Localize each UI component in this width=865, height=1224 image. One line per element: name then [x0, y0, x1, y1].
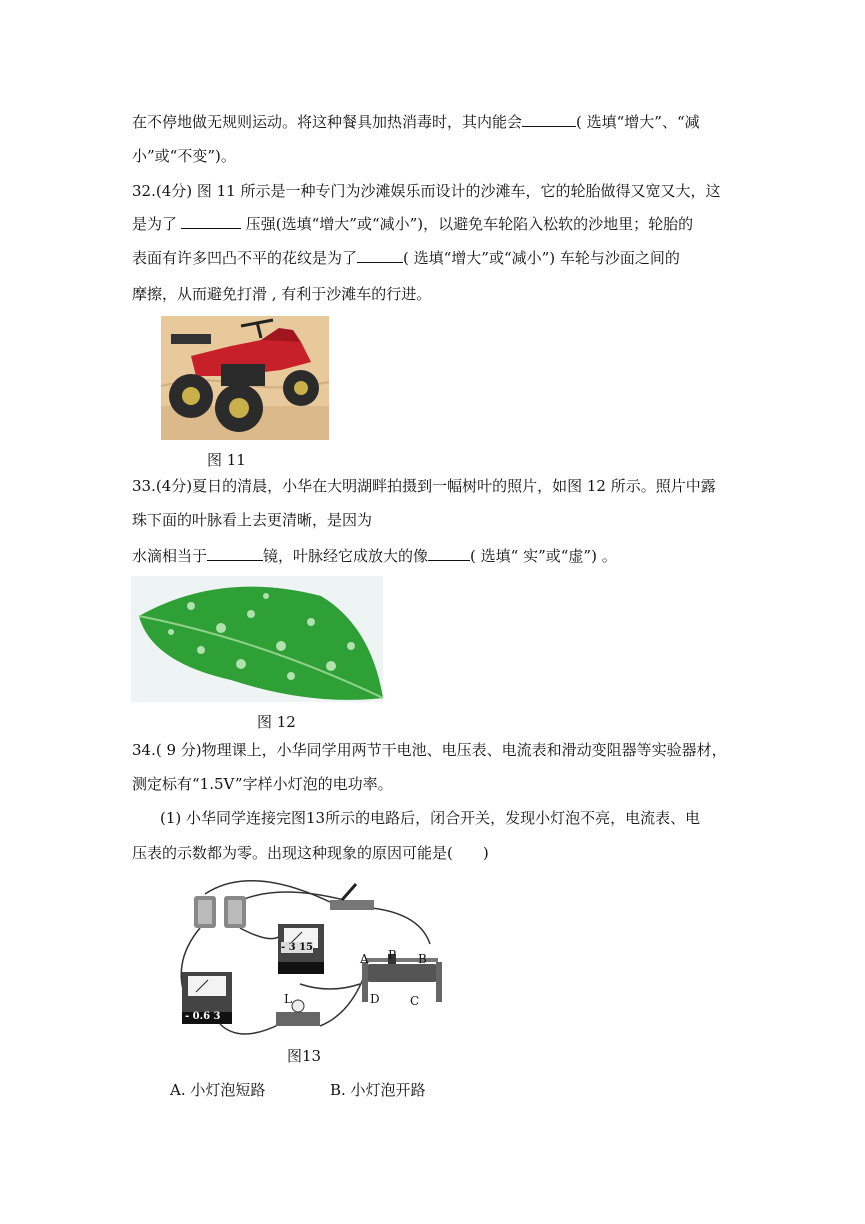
- q33-line1: 33.(4分)夏日的清晨，小华在大明湖畔拍摄到一幅树叶的照片，如图 12 所示。照片中露: [132, 477, 716, 495]
- answer-blank: [181, 214, 241, 229]
- q32-line1: 32.(4分) 图 11 所示是一种专门为沙滩娱乐而设计的沙滩车，它的轮胎做得又宽又大，这: [132, 182, 721, 200]
- q32-line3: [132, 248, 680, 268]
- q34-line2: 测定标有“1.5V”字样小灯泡的电功率。: [132, 775, 393, 793]
- voltmeter-scale: - 3 15: [281, 942, 313, 953]
- label-d: D: [370, 992, 380, 1006]
- q32-line3-text-b: ( 选填“增大”或“减小”) 车轮与沙面之间的: [403, 249, 680, 267]
- q31-line2: 小”或“不变”)。: [132, 147, 236, 165]
- q31-line1: [132, 112, 700, 132]
- q34-part1-line1: (1) 小华同学连接完图13所示的电路后，闭合开关，发现小灯泡不亮，电流表、电: [160, 809, 701, 827]
- label-c: C: [410, 994, 420, 1008]
- answer-blank: [428, 546, 470, 561]
- q33-line3: [132, 546, 617, 566]
- answer-blank: [207, 546, 263, 561]
- figure-13-caption: 图13: [287, 1047, 322, 1065]
- label-p: P: [388, 948, 397, 962]
- leaf-photo: [131, 576, 383, 702]
- figure-12-caption: 图 12: [257, 713, 296, 731]
- circuit-diagram: [160, 874, 460, 1054]
- q31-line1-text-b: ( 选填“增大”、“减: [576, 113, 700, 131]
- ammeter-scale: - 0.6 3: [185, 1011, 221, 1022]
- q33-line3-text-c: ( 选填“ 实”或“虚”) 。: [470, 547, 617, 565]
- q32-line2: [132, 214, 693, 234]
- q33-line2: 珠下面的叶脉看上去更清晰，是因为: [132, 511, 373, 529]
- q32-line2-text: 是为了: [132, 215, 178, 233]
- q33-line3-text-b: 镜，叶脉经它成放大的像: [263, 547, 429, 565]
- option-b: B. 小灯泡开路: [330, 1081, 426, 1099]
- label-a: A: [360, 952, 369, 966]
- q34-part1-line2: 压表的示数都为零。出现这种现象的原因可能是( ): [132, 844, 489, 862]
- q32-line4: 摩擦，从而避免打滑 , 有利于沙滩车的行进。: [132, 285, 432, 303]
- label-l: L: [284, 992, 292, 1006]
- q34-line1: 34.( 9 分)物理课上，小华同学用两节干电池、电压表、电流表和滑动变阻器等实验器材，: [132, 741, 727, 759]
- answer-blank: [357, 248, 403, 263]
- answer-blank: [522, 112, 576, 127]
- option-a: A. 小灯泡短路: [170, 1081, 266, 1099]
- q32-line3-text: 表面有许多凹凸不平的花纹是为了: [132, 249, 358, 267]
- label-b: B: [418, 952, 427, 966]
- atv-photo: [161, 316, 329, 440]
- q32-line2-text-b: 压强(选填“增大”或“减小”)，以避免车轮陷入松软的沙地里；轮胎的: [241, 215, 694, 233]
- q31-line1-text: 在不停地做无规则运动。将这种餐具加热消毒时，其内能会: [132, 113, 523, 131]
- figure-11-caption: 图 11: [207, 451, 246, 469]
- q33-line3-text: 水滴相当于: [132, 547, 208, 565]
